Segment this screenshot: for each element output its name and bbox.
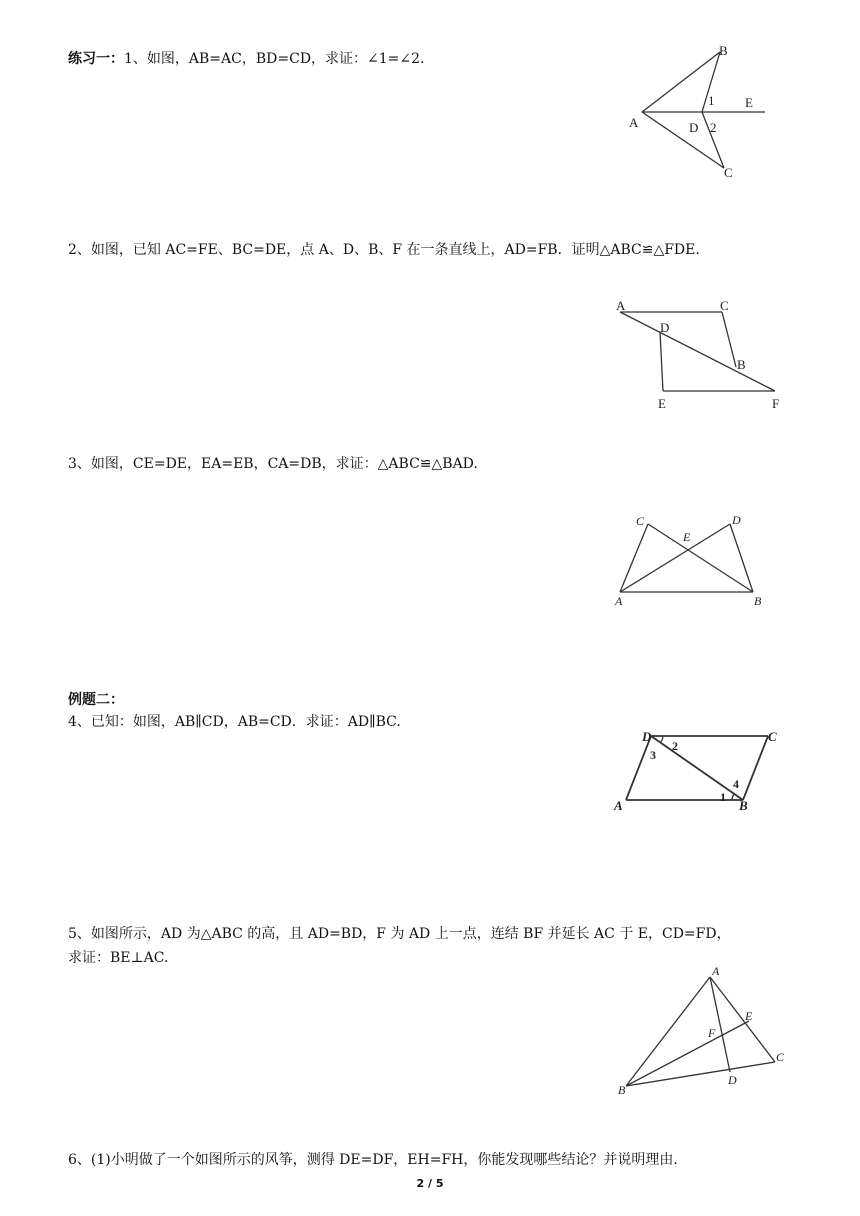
problem-5-line-2: 求证：BE⊥AC. xyxy=(68,950,169,966)
figure-5 xyxy=(612,962,792,1102)
fig4-line-CB xyxy=(743,736,768,800)
fig3-line-DA xyxy=(620,524,730,592)
figure-4 xyxy=(608,724,788,824)
fig2-label-A: A xyxy=(616,298,626,313)
fig3-line-BD xyxy=(730,524,753,592)
problem-1 xyxy=(68,49,425,69)
fig3-label-A: A xyxy=(615,594,623,608)
fig3-label-E: E xyxy=(683,530,691,544)
fig2-label-D: D xyxy=(660,320,670,335)
fig1-label-D: D xyxy=(689,120,699,135)
section-heading-example-2: 例题二： xyxy=(68,692,124,708)
fig5-label-B: B xyxy=(618,1083,626,1097)
fig4-label-angle-1: 1 xyxy=(720,790,726,804)
fig4-label-C: C xyxy=(768,729,777,744)
fig3-label-B: B xyxy=(754,594,762,608)
fig4-label-angle-3: 3 xyxy=(650,748,656,762)
fig3-label-D: D xyxy=(732,513,741,527)
problem-6-text: 6、(1)小明做了一个如图所示的风筝，测得 DE=DF，EH=FH，你能发现哪些结论？并说明理由. xyxy=(68,1152,678,1168)
fig1-label-B: B xyxy=(719,43,728,58)
problem-5-line-1: 5、如图所示，AD 为△ABC 的高，且 AD=BD，F 为 AD 上一点，连结 BF 并延长 AC 于 E，CD=FD， xyxy=(68,926,731,942)
fig4-label-B: B xyxy=(739,798,748,813)
fig5-label-C: C xyxy=(776,1050,785,1064)
fig3-line-CB xyxy=(648,524,753,592)
fig2-line-CB xyxy=(722,312,736,367)
fig4-line-DA xyxy=(626,736,651,800)
fig4-label-angle-4: 4 xyxy=(733,777,739,791)
figure-3 xyxy=(605,505,785,615)
fig3-label-C: C xyxy=(636,514,645,528)
problem-2-text: 2、如图，已知 AC=FE、BC=DE，点 A、D、B、F 在一条直线上，AD=FB．证明△ABC≌△FDE. xyxy=(68,242,700,258)
fig4-label-D: D xyxy=(642,729,652,744)
fig5-label-F: F xyxy=(708,1026,716,1040)
fig1-label-E: E xyxy=(745,95,753,110)
fig1-label-angle-1: 1 xyxy=(708,93,715,108)
fig4-label-angle-2: 2 xyxy=(672,739,678,753)
page-number: 2 / 5 xyxy=(416,1177,444,1190)
fig3-line-AC xyxy=(620,524,648,592)
fig2-label-E: E xyxy=(658,396,666,411)
fig2-label-C: C xyxy=(720,298,729,313)
fig2-label-F: F xyxy=(772,396,780,411)
fig1-label-C: C xyxy=(724,165,733,180)
problem-3-text: 3、如图，CE=DE，EA=EB，CA=DB，求证：△ABC≌△BAD. xyxy=(68,456,478,472)
fig5-line-AD xyxy=(710,977,730,1072)
fig5-label-A: A xyxy=(712,964,720,978)
fig5-line-AC xyxy=(710,977,775,1062)
fig2-line-DE xyxy=(660,332,663,391)
fig5-label-D: D xyxy=(728,1073,737,1087)
fig2-label-B: B xyxy=(737,357,746,372)
figure-2 xyxy=(605,290,790,415)
fig4-angle-arc-1 xyxy=(732,794,734,800)
problem-4-text: 4、已知：如图，AB∥CD，AB=CD．求证：AD∥BC. xyxy=(68,714,401,730)
problem-1-text: 1、如图，AB=AC，BD=CD，求证：∠1=∠2. xyxy=(124,51,425,67)
figure-1 xyxy=(620,38,780,188)
fig5-label-E: E xyxy=(745,1009,753,1023)
fig1-label-angle-2: 2 xyxy=(710,120,717,135)
fig1-label-A: A xyxy=(629,115,639,130)
fig5-line-AB xyxy=(626,977,710,1086)
fig4-angle-arc-2 xyxy=(660,736,663,743)
fig4-label-A: A xyxy=(614,798,623,813)
fig2-line-AF xyxy=(620,312,775,391)
fig4-line-DB xyxy=(651,736,743,800)
section-heading-practice-1: 练习一： xyxy=(68,51,124,67)
